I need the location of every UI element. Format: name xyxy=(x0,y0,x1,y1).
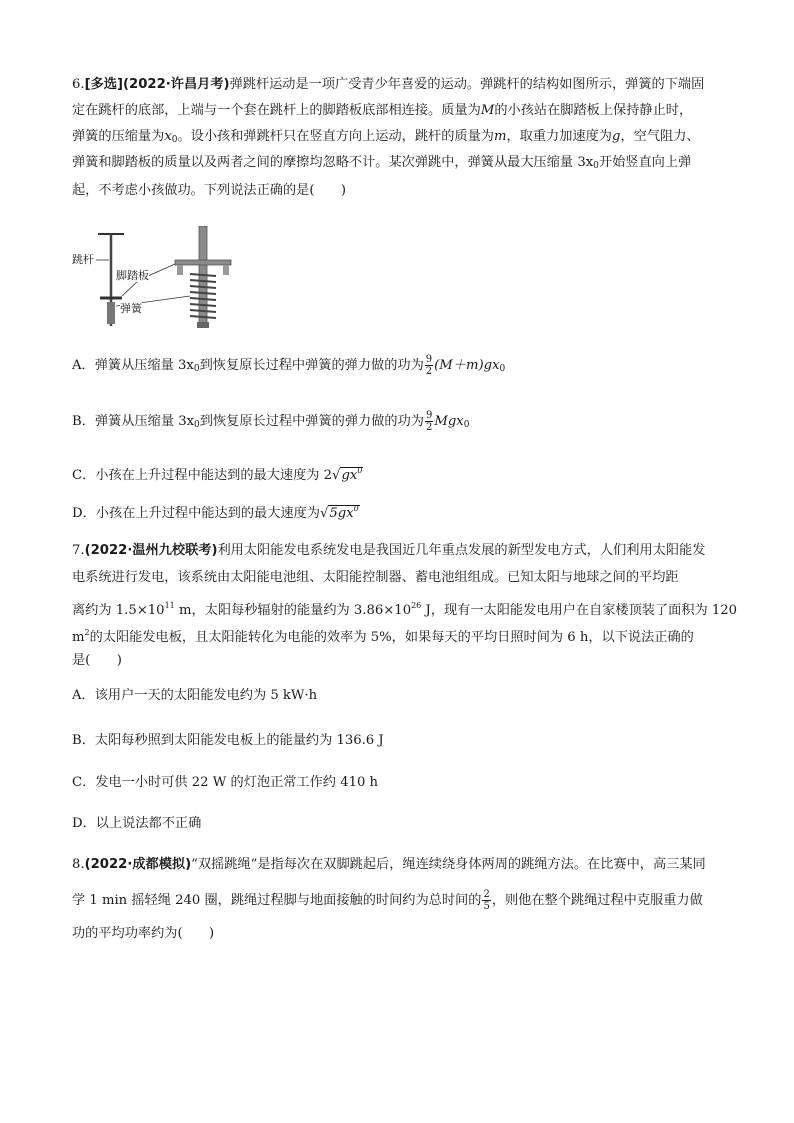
small-spring xyxy=(107,302,115,324)
big-pedal xyxy=(175,260,231,265)
q6-line-4: 弹簧和脚踏板的质量以及两者之间的摩擦均忽略不计。某次弹跳中，弹簧从最大压缩量 $3x_0$开始竖直向上弹 xyxy=(72,155,692,171)
q6-line-3: 弹簧的压缩量为$x_0$。设小孩和弹跳杆只在竖直方向上运动，跳杆的质量为m，取重力加速度为g，空气阻力、 xyxy=(72,129,700,145)
sqrt-symbol: $√5gx^0$ xyxy=(319,504,359,521)
pedal-support-right xyxy=(223,265,229,275)
q8-number: 8. xyxy=(72,857,85,872)
q6-line-5: 起，不考虑小孩做功。下列说法正确的是( ) xyxy=(72,183,347,198)
q8-source: (2022·成都模拟) xyxy=(84,857,192,872)
q7-option-c: C．发电一小时可供 22 W 的灯泡正常工作约 410 h xyxy=(72,775,379,790)
q7-line-4: $m^2$的太阳能发电板，且太阳能转化为电能的效率为 5%，如果每天的平均日照时间为 6 h，以下说法正确的 xyxy=(72,628,694,645)
q6-option-c: C．小孩在上升过程中能达到的最大速度为 $2√gx^0$ xyxy=(72,461,363,486)
q7-line-5: 是( ) xyxy=(72,653,122,668)
fraction-9-2: $\frac{9}{2}$ xyxy=(425,354,433,377)
q8-line-1: 8.(2022·成都模拟)“双摇跳绳”是指每次在双脚跳起后，绳连续绕身体两周的跳绳方法。在比赛中，高三某同 xyxy=(72,857,706,872)
q8-line-2: 学 1 min 摇轻绳 240 圈，跳绳过程脚与地面接触的时间约为总时间的 $\frac{2}{5}$ ，则他在整个跳绳过程中克服重力做 xyxy=(72,889,703,912)
q8-line-3: 功的平均功率约为( ) xyxy=(72,926,215,941)
q6-option-b: B．弹簧从压缩量 $3x_0$到恢复原长过程中弹簧的弹力做的功为 $\frac{9}{2}$ Mgx$_0$ xyxy=(72,410,470,433)
pedal-support-left xyxy=(177,265,183,275)
pogo-stick-figure xyxy=(72,226,272,334)
q6-line-1: 6.[多选](2022·许昌月考)弹跳杆运动是一项广受青少年喜爱的运动。弹跳杆的结构如图所示，弹簧的下端固 xyxy=(72,77,705,92)
q7-line-2: 电系统进行发电，该系统由太阳能电池组、太阳能控制器、蓄电池组组成。已知太阳与地球之间的平均距 xyxy=(72,570,679,585)
q7-line-3: 离约为 $1.5\times 10^{11}$ m，太阳每秒辐射的能量约为 $3.86\times 10^{26}$ J，现有一太阳能发电用户在自家楼顶装了面积为 120 xyxy=(72,601,738,618)
q7-option-b: B．太阳每秒照到太阳能发电板上的能量约为 136.6 J xyxy=(72,733,384,748)
q7-option-a: A．该用户一天的太阳能发电约为 5 kW·h xyxy=(72,688,318,703)
q6-number: 6. xyxy=(72,77,85,92)
q6-tag: [多选] xyxy=(84,77,124,92)
pedal-leader-left xyxy=(122,280,139,296)
figure-label-pedal: 脚踏板 xyxy=(116,269,149,282)
q7-option-d: D．以上说法都不正确 xyxy=(72,816,202,831)
figure-label-pole: 跳杆 xyxy=(72,253,94,266)
fraction-2-5: $\frac{2}{5}$ xyxy=(483,889,490,912)
pogo-stick-diagram xyxy=(72,226,272,334)
q6-option-a: A．弹簧从压缩量 $3x_0$到恢复原长过程中弹簧的弹力做的功为 $\frac{9}{2}$ $(M+m)gx_0$ xyxy=(72,354,506,377)
q6-line-2: 定在跳杆的底部，上端与一个套在跳杆上的脚踏板底部相连接。质量为M的小孩站在脚踏板上保持静止时， xyxy=(72,103,693,118)
q7-source: (2022·温州九校联考) xyxy=(84,543,218,558)
q6-option-d: D．小孩在上升过程中能达到的最大速度为$√5gx^0$ xyxy=(72,499,360,524)
q7-number: 7. xyxy=(72,543,85,558)
q6-source: (2022·许昌月考) xyxy=(123,77,230,92)
q7-line-1: 7.(2022·温州九校联考)利用太阳能发电系统发电是我国近几年重点发展的新型发电方式，人们利用太阳能发 xyxy=(72,543,706,558)
sqrt-symbol: $√gx^0$ xyxy=(332,466,363,483)
figure-label-spring: 弹簧 xyxy=(120,302,142,315)
big-pole-base xyxy=(197,322,209,328)
fraction-9-2: $\frac{9}{2}$ xyxy=(425,410,433,433)
